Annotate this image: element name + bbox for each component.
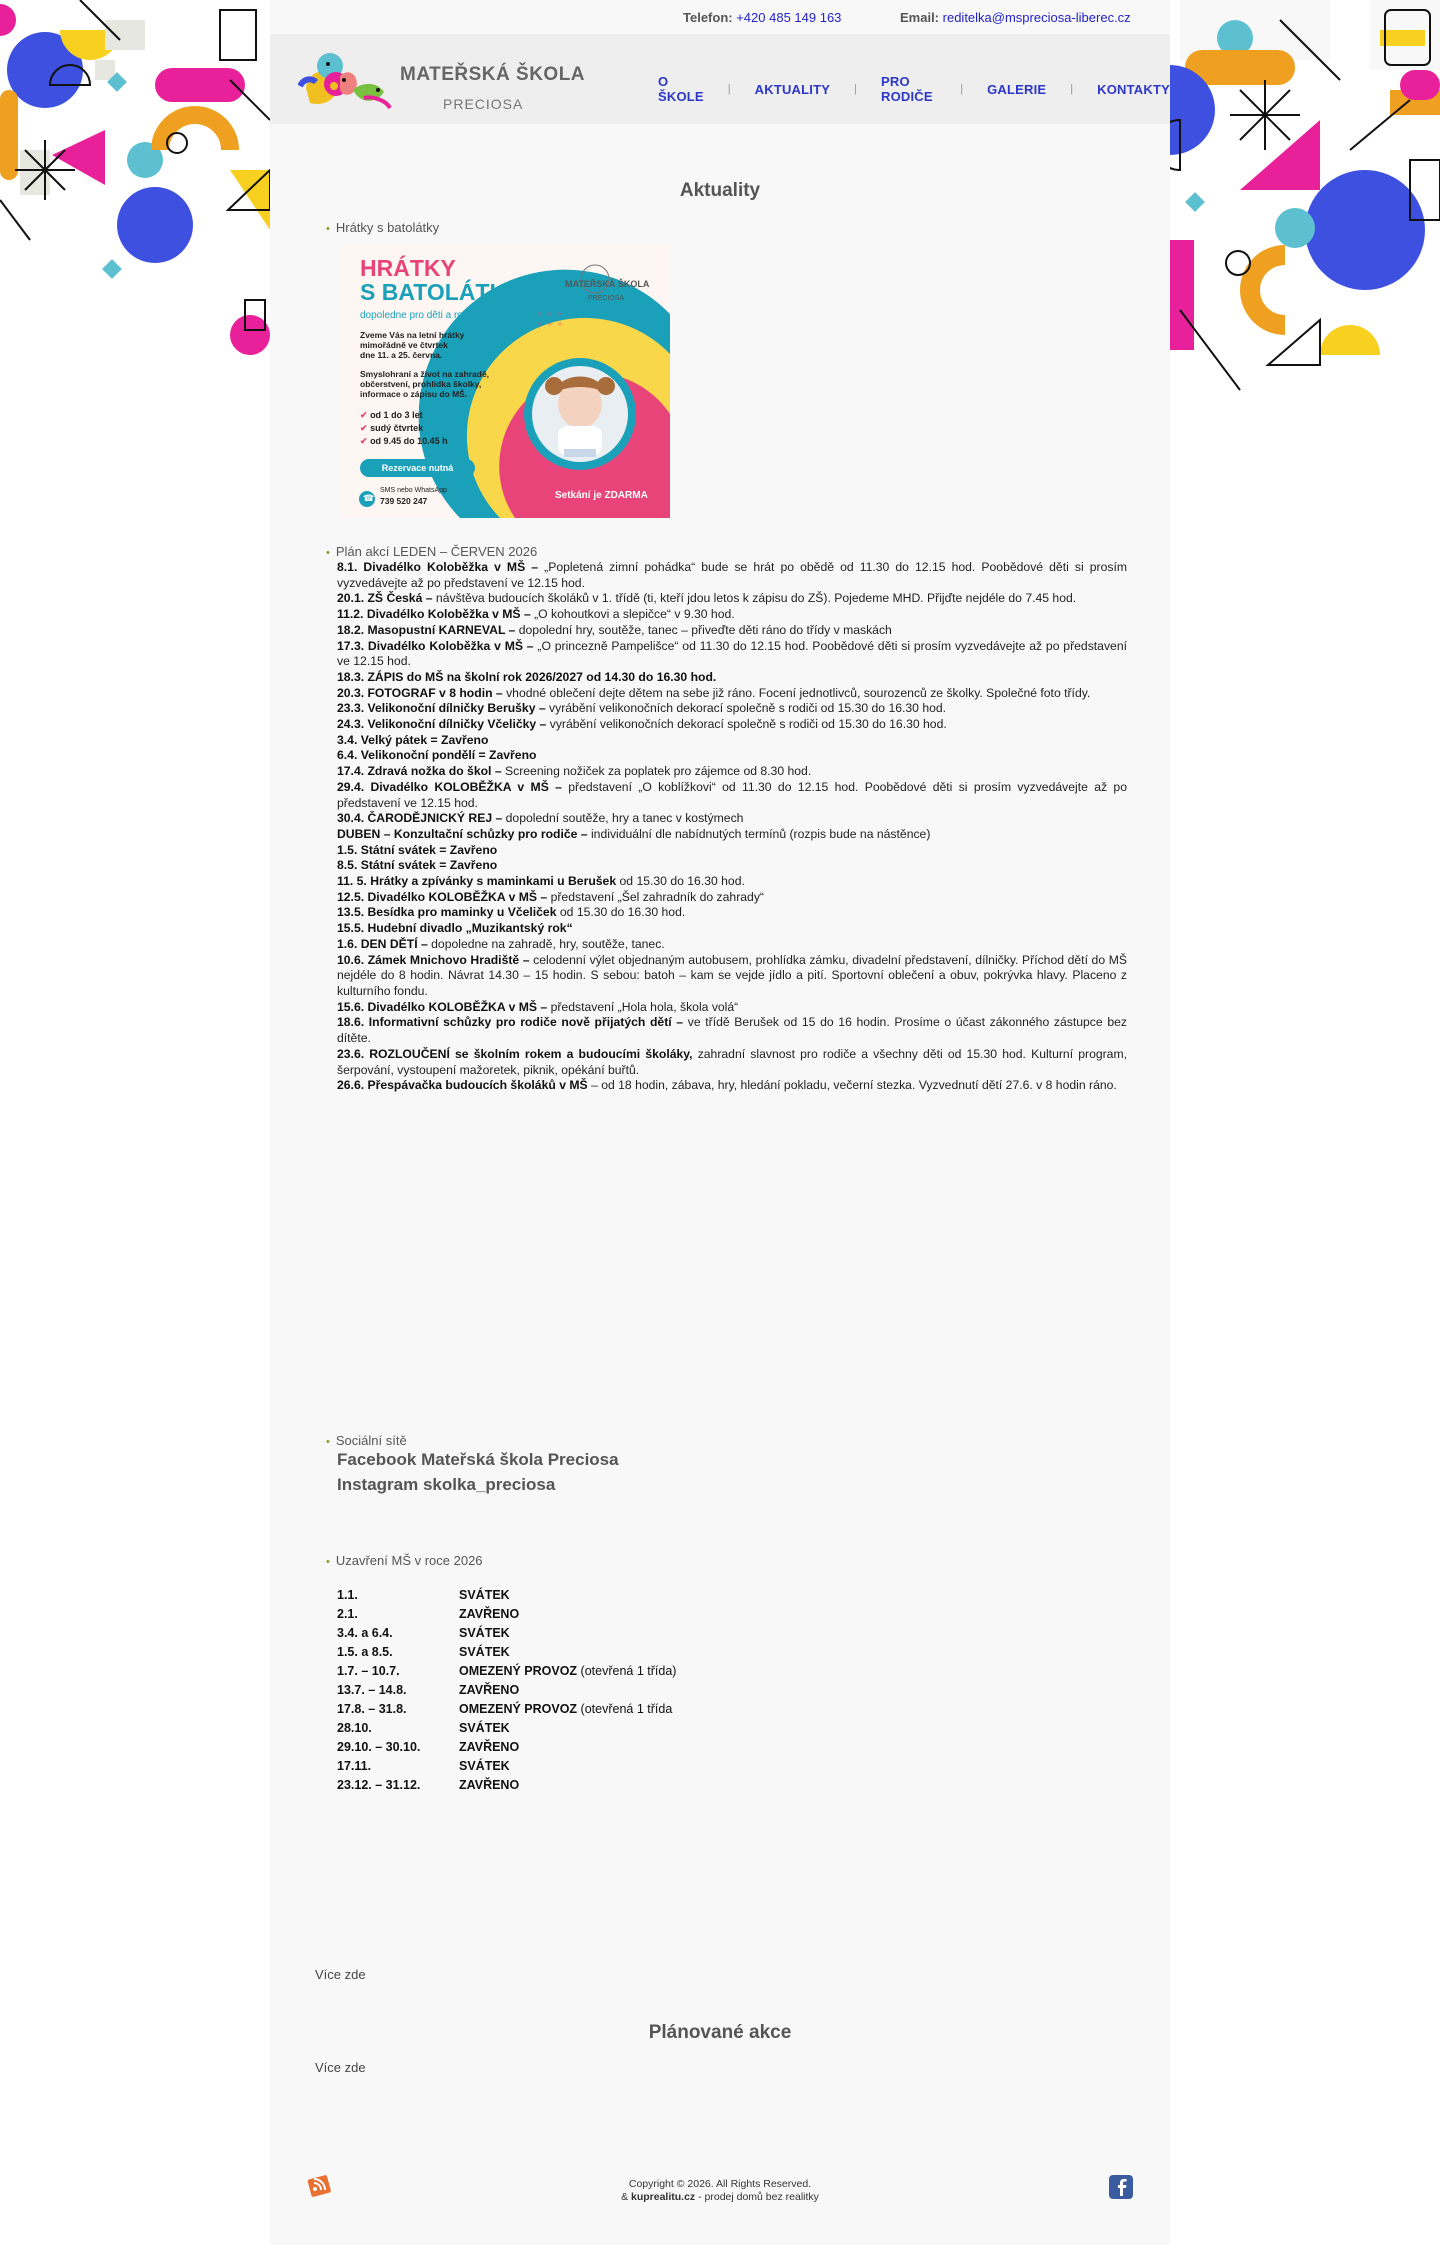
table-row [335,1623,678,1642]
check-icon: ✔ [360,423,368,433]
footer-credit-link[interactable]: kuprealitu.cz [631,2191,696,2203]
banner-free: Setkání je ZDARMA [555,490,648,501]
plan-item: 8.1. Divadélko Koloběžka v MŠ – „Popletená zimní pohádka“ bude se hrát po obědě od 11.30 do 12.15 hod. Poobědové děti si prosím vyzvedávejte až po představení ve 12.15 hod. [337,560,1127,590]
banner-logo-subtext: PRECIOSA [588,295,625,302]
closure-status: SVÁTEK [459,1758,510,1773]
plan-item: 11.2. Divadélko Koloběžka v MŠ – „O kohoutkovi a slepičce“ v 9.30 hod. [337,607,735,622]
closure-date: 1.5. a 8.5. [337,1644,393,1659]
table-row [335,1699,678,1718]
news-item-closures[interactable]: • Uzavření MŠ v roce 2026 [326,1553,483,1568]
phone-link[interactable]: +420 485 149 163 [736,10,842,25]
banner-subtitle: dopoledne pro děti a rodiče [360,310,482,321]
footer-copyright: Copyright © 2026. All Rights Reserved. & kuprealitu.cz - prodej domů bez realitky [621,2178,819,2203]
phone-info: Telefon: +420 485 149 163 [683,10,842,25]
table-row [335,1642,678,1661]
plan-item: 15.5. Hudební divadlo „Muzikantský rok“ [337,921,573,936]
table-row [335,1737,678,1756]
facebook-icon[interactable] [1108,2174,1134,2200]
plan-item: 8.5. Státní svátek = Zavřeno [337,858,498,873]
email-label: Email: [900,10,940,25]
closure-date: 17.11. [337,1758,372,1773]
table-row [335,1680,678,1699]
decorative-shapes-left [0,0,270,370]
banner-title-1: HRÁTKY [360,255,456,281]
table-row [335,1661,678,1680]
news-heading: Aktuality [679,180,761,201]
plan-item: DUBEN – Konzultační schůzky pro rodiče – individuální dle nabídnutých termínů (rozpis bude na nástěnce) [337,826,931,841]
plan-item: 17.3. Divadélko Koloběžka v MŠ – „O princezně Pampelišce“ od 11.30 do 12.15 hod. Poobědové děti si prosím vyzvedávejte až po představení ve 12.15 hod. [337,638,1127,669]
closure-status: OMEZENÝ PROVOZ (otevřená 1 třída) [459,1663,677,1678]
nav-kontakty[interactable]: KONTAKTY [1097,81,1170,97]
instagram-link[interactable]: Instagram skolka_preciosa [337,1475,556,1494]
banner-sms-number: 739 520 247 [380,496,428,506]
plan-item: 6.4. Velikonoční pondělí = Zavřeno [337,748,537,763]
banner-invite: Zveme Vás na letní hrátky mimořádně ve čtvrtek dne 11. a 25. června. [360,330,465,360]
plan-item: 20.3. FOTOGRAF v 8 hodin – vhodné oblečení dejte dětem na sebe již ráno. Focení jednotlivců, sourozenců ze školky. Společné foto třídy. [337,685,1091,700]
toddlers-event-banner[interactable] [340,244,670,518]
table-row [335,1604,678,1623]
plan-item: 11. 5. Hrátky a zpívánky s maminkami u Berušek od 15.30 do 16.30 hod. [337,874,745,889]
closure-status: ZAVŘENO [459,1739,520,1754]
plan-item: 18.6. Informativní schůzky pro rodiče nově přijatých dětí – ve třídě Berušek od 15 do 16 hodin. Prosíme o účast zákonného zástupce bez dítěte. [337,1015,1127,1046]
banner-title-2: S BATOLÁTKY [360,279,522,305]
closure-status: OMEZENÝ PROVOZ (otevřená 1 třída [459,1701,673,1716]
page-container [270,0,1170,2245]
news-item-toddlers[interactable]: • Hrátky s batolátky [326,220,439,235]
news-item-social[interactable]: • Sociální sítě [326,1433,407,1448]
banner-checklist: ✔ od 1 do 3 let ✔ sudý čtvrtek ✔ od 9.45 do 10.45 h [360,410,448,446]
site-header [270,34,1170,124]
banner-logo-text: MATEŘSKÁ ŠKOLA [565,279,650,289]
plan-item: 13.5. Besídka pro maminky u Včeliček od 15.30 do 16.30 hod. [337,905,686,920]
closure-status: SVÁTEK [459,1644,510,1659]
nav-pro-rodice[interactable]: PRO RODIČE [880,74,933,104]
closure-status: SVÁTEK [459,1720,510,1735]
plan-item: 3.4. Velký pátek = Zavřeno [337,732,489,747]
nav-aktuality[interactable]: AKTUALITY [754,81,831,97]
plan-item: 23.6. ROZLOUČENÍ se školním rokem a budoucími školáky, zahradní slavnost pro rodiče a všechny děti od 15.30 hod. Kulturní program, šerpování, vystoupení mažoretek, piknik, opékání buřtů. [337,1046,1127,1077]
school-logo-birds[interactable] [298,48,398,113]
closure-status: SVÁTEK [459,1587,510,1602]
plan-item: 1.6. DEN DĚTÍ – dopoledne na zahradě, hry, soutěže, tanec. [337,936,665,951]
closure-date: 3.4. a 6.4. [337,1625,393,1640]
closure-date: 28.10. [337,1720,372,1735]
table-row [335,1718,678,1737]
phone-icon: ☎ [363,493,375,503]
plan-item: 20.1. ZŠ Česká – návštěva budoucích školáků v 1. třídě (ti, kteří jdou letos k zápisu do ZŠ). Pojedeme MHD. Přijďte nejdéle do 7.45 hod. [337,591,1077,606]
table-row [335,1756,678,1775]
closure-status: ZAVŘENO [459,1682,520,1697]
banner-sms-label: SMS nebo WhatsApp [380,487,447,494]
contact-topbar [270,0,1170,34]
closure-status: ZAVŘENO [459,1777,520,1792]
closure-date: 23.12. – 31.12. [337,1777,421,1792]
table-row [335,1585,678,1604]
brand-subname: PRECIOSA [443,96,524,112]
banner-reservation-button[interactable]: Rezervace nutná [381,463,454,473]
nav-galerie[interactable]: GALERIE [987,81,1047,97]
planned-events-heading: Plánované akce [648,2022,792,2043]
closure-date: 13.7. – 14.8. [337,1682,407,1697]
more-link-news[interactable]: Více zde [315,1967,366,1982]
email-link[interactable]: reditelka@mspreciosa-liberec.cz [942,10,1131,25]
main-navigation: O ŠKOLE | AKTUALITY | PRO RODIČE | GALERIE | KONTAKTY [658,74,1170,104]
event-plan-list [337,560,1127,1094]
plan-item: 18.3. ZÁPIS do MŠ na školní rok 2026/2027 od 14.30 do 16.30 hod. [337,669,717,684]
closures-table [335,1585,678,1794]
plan-item: 17.4. Zdravá nožka do škol – Screening nožiček za poplatek pro zájemce od 8.30 hod. [337,764,812,779]
news-item-plan[interactable]: • Plán akcí LEDEN – ČERVEN 2026 [326,544,537,559]
banner-description: Smyslohraní a život na zahradě, občerstvení, prohlídka školky, informace o zápisu do MŠ. [360,369,489,399]
plan-item: 18.2. Masopustní KARNEVAL – dopolední hry, soutěže, tanec – přiveďte děti ráno do třídy v maskách [337,622,892,637]
plan-item: 12.5. Divadélko KOLOBĚŽKA v MŠ – představení „Šel zahradník do zahrady“ [337,889,764,904]
closure-date: 2.1. [337,1606,358,1621]
plan-item: 15.6. Divadélko KOLOBĚŽKA v MŠ – představení „Hola hola, škola volá“ [337,999,739,1014]
closure-status: ZAVŘENO [459,1606,520,1621]
plan-item: 30.4. ČARODĚJNICKÝ REJ – dopolední soutěže, hry a tanec v kostýmech [337,811,744,826]
plan-item: 26.6. Přespávačka budoucích školáků v MŠ – od 18 hodin, zábava, hry, hledání pokladu, večerní stezka. Vyzvednutí dětí 27.6. v 8 hodin ráno. [337,1078,1117,1093]
check-icon: ✔ [360,410,368,420]
nav-o-skole[interactable]: O ŠKOLE [658,74,704,104]
closure-date: 17.8. – 31.8. [337,1701,407,1716]
plan-item: 10.6. Zámek Mnichovo Hradiště – celodenní výlet objednaným autobusem, prohlídka zámku, divadelní představení, dílničky. Příchod dětí do MŠ nejdéle do 8 hodin. Návrat 14.30 – 15 hodin. S sebou: batoh – kam se vejde jídlo a pití. Sportovní oblečení a obuv, pokrývka hlavy. Placeno z kulturního fondu. [337,952,1127,998]
table-row [335,1775,678,1794]
facebook-link[interactable]: Facebook Mateřská škola Preciosa [337,1450,619,1469]
phone-label: Telefon [683,10,729,25]
plan-item: 29.4. Divadélko KOLOBĚŽKA v MŠ – představení „O koblížkovi“ od 11.30 do 12.15 hod. Poobědové děti si prosím vyzvedávejte až po představení ve 12.15 hod. [337,779,1127,810]
email-info [900,10,1131,25]
plan-item: 1.5. Státní svátek = Zavřeno [337,842,498,857]
check-icon: ✔ [360,436,368,446]
closure-date: 1.7. – 10.7. [337,1663,400,1678]
plan-item: 23.3. Velikonoční dílničky Berušky – vyrábění velikonočních dekorací společně s rodiči od 15.30 do 16.30 hod. [337,701,947,716]
decorative-shapes-right [1170,0,1440,400]
plan-item: 24.3. Velikonoční dílničky Včeličky – vyrábění velikonočních dekorací společně s rodiči od 15.30 do 16.30 hod. [337,717,947,732]
more-link-planned[interactable]: Více zde [315,2060,366,2075]
brand-name: MATEŘSKÁ ŠKOLA [400,64,586,85]
closure-date: 29.10. – 30.10. [337,1739,421,1754]
closure-status: SVÁTEK [459,1625,510,1640]
closure-date: 1.1. [337,1587,358,1602]
